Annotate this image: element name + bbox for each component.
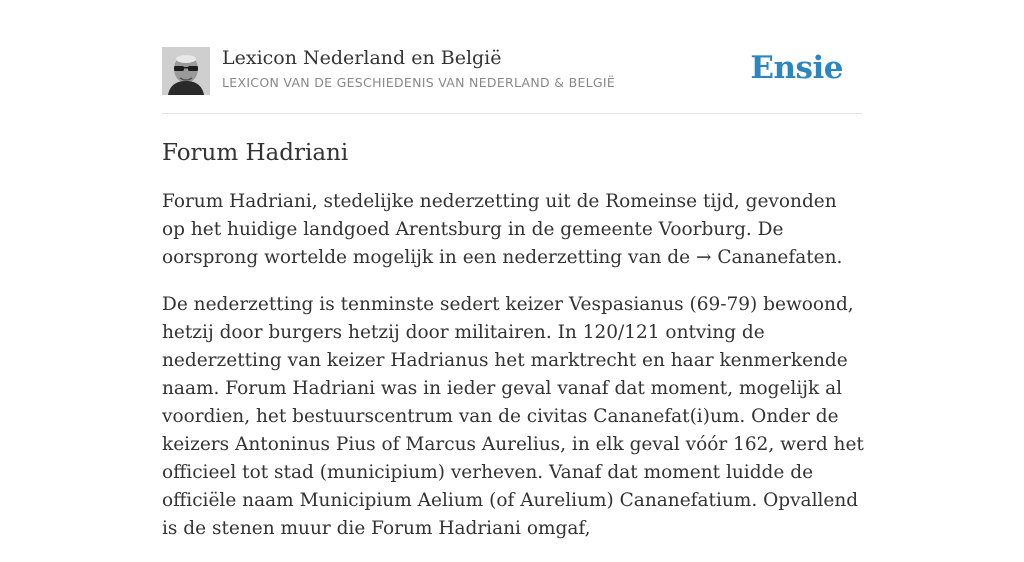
paragraph-text: Forum Hadriani, stedelijke nederzetting uit de Romeinse tijd, gevonden op het huidige landgoed Arentsburg in de gemeente Voorburg. De oorsprong wortelde mogelijk in een nederzetting van de	[162, 191, 837, 268]
lexicon-name[interactable]: Lexicon Nederland en België	[222, 47, 502, 69]
ensie-logo[interactable]: Ensie	[750, 50, 843, 86]
article-paragraph-2: De nederzetting is tenminste sedert keizer Vespasianus (69-79) bewoond, hetzij door burgers hetzij door militairen. In 120/121 ontving de nederzetting van keizer Hadrianus het marktrecht en haar kenmerkende naam. Forum Hadriani was in ieder geval vanaf dat moment, mogelijk al voordien, het bestuurscentrum van de civitas Cananefat(i)um. Onder de keizers Antoninus Pius of Marcus Aurelius, in elk geval vóór 162, werd het officieel tot stad (municipium) verheven. Vanaf dat moment luidde de officiële naam Municipium Aelium (of Aurelium) Cananefatium. Opvallend is de stenen muur die Forum Hadriani omgaf,	[162, 294, 864, 539]
author-portrait	[162, 47, 210, 95]
header-divider	[162, 113, 862, 114]
cananefaten-link[interactable]	[696, 247, 837, 268]
avatar[interactable]	[162, 47, 210, 95]
article	[162, 137, 864, 562]
article-title: Forum Hadriani	[162, 140, 349, 166]
arrow-right-icon: →	[695, 247, 712, 268]
link-label: Cananefaten	[717, 247, 837, 268]
article-paragraph-1	[162, 188, 864, 272]
paragraph-text-end: .	[836, 247, 843, 268]
lexicon-subtitle: LEXICON VAN DE GESCHIEDENIS VAN NEDERLAND & BELGIË	[222, 75, 616, 90]
site-header	[162, 45, 862, 113]
